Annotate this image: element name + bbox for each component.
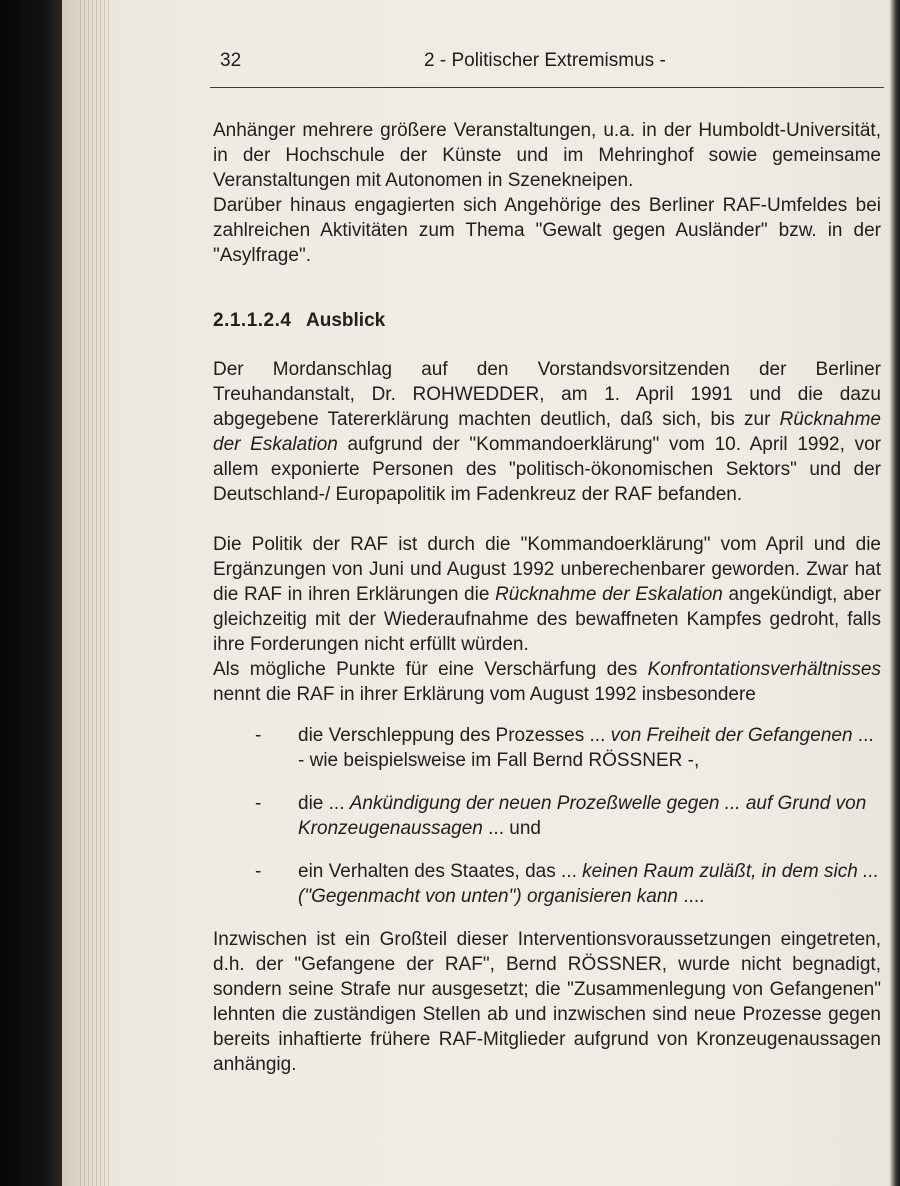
page-number: 32 xyxy=(220,50,242,71)
page-body xyxy=(213,118,881,1077)
list-dash: - xyxy=(255,861,262,882)
list-item: - die Verschleppung des Prozesses ... von Freiheit der Gefangenen ... - wie beispielsweise im Fall Bernd RÖSSNER -, xyxy=(255,725,874,771)
section-heading xyxy=(213,308,881,333)
book-binding-shadow xyxy=(0,0,62,1186)
list-dash: - xyxy=(255,725,262,746)
section-number: 2.1.1.2.4 xyxy=(213,310,292,331)
list-item: - die ... Ankündigung der neuen Prozeßwelle gegen ... auf Grund von Kronzeugenaussagen ... und xyxy=(255,793,867,839)
paragraph: Als mögliche Punkte für eine Verschärfung des Konfrontationsverhältnisses nennt die RAF in ihrer Erklärung vom August 1992 insbesondere xyxy=(213,659,881,705)
page-stack-edges xyxy=(80,0,110,1186)
paragraph: Die Politik der RAF ist durch die "Kommandoerklärung" vom April und die Ergänzungen von Juni und August 1992 unberechenbarer geworden. Zwar hat die RAF in ihren Erklärungen die Rücknahme der Eskalation angekündigt, aber gleichzeitig mit der Wiederaufnahme des bewaffneten Kampfes gedroht, falls ihre Forderungen nicht erfüllt würden. xyxy=(213,534,881,655)
demand-list xyxy=(213,723,881,909)
list-item: - ein Verhalten des Staates, das ... keinen Raum zuläßt, in dem sich ... ("Gegenmacht von unten") organisieren kann .... xyxy=(255,861,879,907)
page-header xyxy=(208,50,884,76)
paragraph: Inzwischen ist ein Großteil dieser Interventionsvoraussetzungen eingetreten, d.h. der "Gefangene der RAF", Bernd RÖSSNER, wurde nicht begnadigt, sondern seine Strafe nur ausgesetzt; die "Zusammenlegung von Gefangenen" lehnten die zuständigen Stellen ab und inzwischen sind neue Prozesse gegen bereits inhaftierte frühere RAF-Mitglieder aufgrund von Kronzeugenaussagen anhängig. xyxy=(213,929,881,1075)
section-title: Ausblick xyxy=(306,310,386,331)
header-rule xyxy=(210,87,884,88)
list-dash: - xyxy=(255,793,262,814)
page-right-edge xyxy=(890,0,900,1186)
paragraph: Der Mordanschlag auf den Vorstandsvorsitzenden der Berliner Treuhandanstalt, Dr. ROHWEDDER, am 1. April 1991 und die dazu abgegebene Tatererklärung machten deutlich, daß sich, bis zur Rücknahme der Eskalation aufgrund der "Kommandoerklärung" vom 10. April 1992, vor allem exponierte Personen des "politisch-ökonomischen Sektors" und der Deutschland-/ Europapolitik im Fadenkreuz der RAF befanden. xyxy=(213,359,881,505)
paragraph: Anhänger mehrere größere Veranstaltungen, u.a. in der Humboldt-Universität, in der Hochschule der Künste und im Mehringhof sowie gemeinsame Veranstaltungen mit Autonomen in Szenekneipen. xyxy=(213,120,881,191)
running-title: 2 - Politischer Extremismus - xyxy=(424,50,666,71)
paragraph: Darüber hinaus engagierten sich Angehörige des Berliner RAF-Umfeldes bei zahlreichen Aktivitäten zum Thema "Gewalt gegen Ausländer" bzw. in der "Asylfrage". xyxy=(213,195,881,266)
